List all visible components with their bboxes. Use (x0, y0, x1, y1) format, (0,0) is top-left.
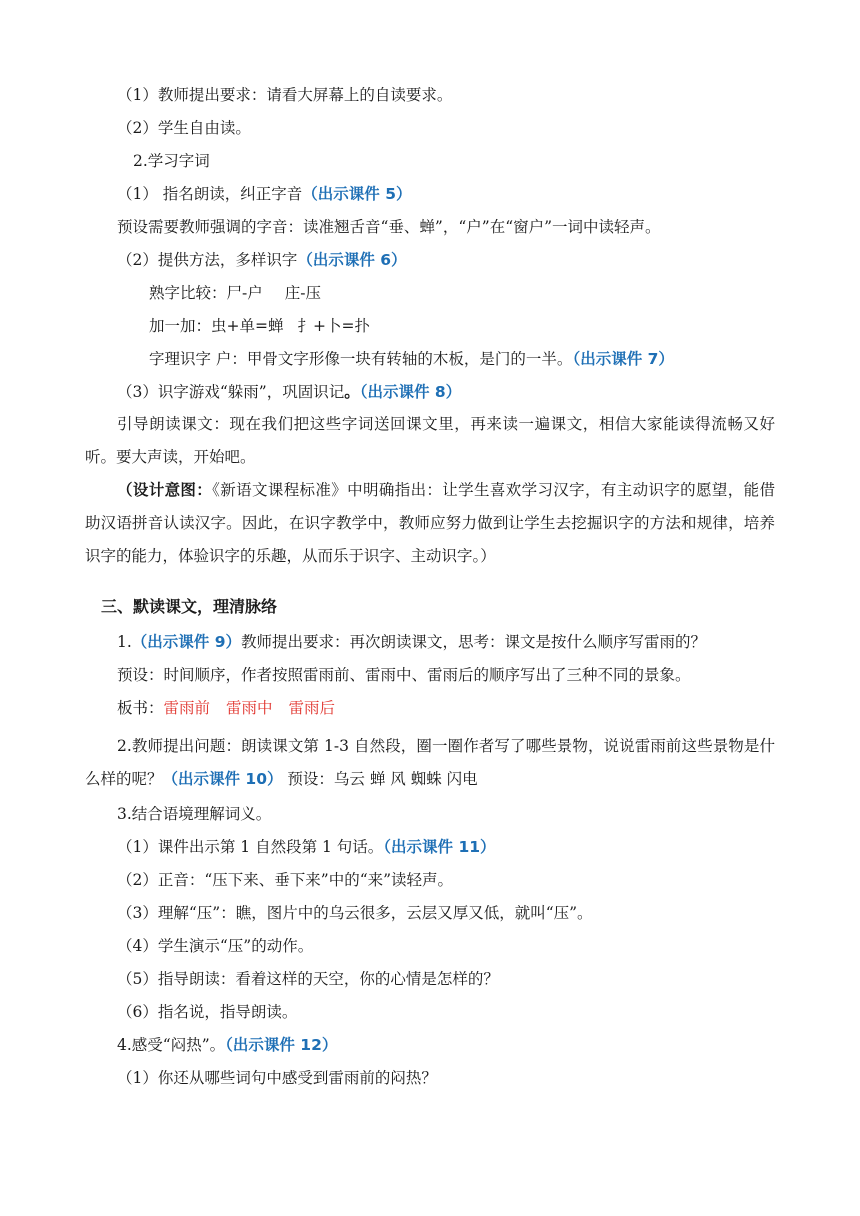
courseware-ref-8: （出示课件 8） (359, 383, 462, 401)
task-3-step-5: （5）指导朗读：看着这样的天空，你的心情是怎样的？ (117, 970, 499, 988)
section-2-heading: 2.学习字词 (133, 152, 210, 170)
board-item-after: 雷雨后 (288, 699, 336, 717)
task-4-step-1: （1）你还从哪些词句中感受到雷雨前的闷热？ (117, 1069, 437, 1087)
task-4-heading: 4.感受“闷热”。（出示课件 12） (117, 1036, 338, 1054)
task-3-step-6: （6）指名说，指导朗读。 (117, 1003, 298, 1021)
courseware-ref-5: （出示课件 5） (302, 185, 412, 203)
section-3-title: 三、默读课文，理清脉络 (101, 597, 278, 616)
courseware-ref-7: （出示课件 7） (572, 350, 674, 368)
courseware-ref-9: （出示课件 9） (131, 633, 241, 651)
pronunciation-note: 预设需要教师强调的字音：读准翘舌音“垂、蝉”，“户”在“窗户”一词中读轻声。 (117, 218, 661, 236)
task-1-line: 1.（出示课件 9）教师提出要求：再次朗读课文，思考：课文是按什么顺序写雷雨的？ (117, 633, 706, 651)
answer-1-line: 预设：时间顺序，作者按照雷雨前、雷雨中、雷雨后的顺序写出了三种不同的景象。 (117, 666, 691, 684)
game-line: （3）识字游戏“躲雨”，巩固识记。（出示课件 8） (117, 383, 462, 401)
task-3-step-4: （4）学生演示“压”的动作。 (117, 937, 314, 955)
board-item-during: 雷雨中 (226, 699, 273, 717)
courseware-ref-6: （出示课件 6） (297, 251, 407, 269)
design-intent-paragraph: （设计意图：《新语文课程标准》中明确指出：让学生喜欢学习汉字，有主动识字的愿望，能借助汉语拼音认读汉字。因此，在识字教学中，教师应努力做到让学生去挖掘识字的方法和规律，培养识字的能力，体验识字的乐趣，从而乐于识字、主动识字。） (85, 481, 775, 565)
task-3-step-2: （2）正音：“压下来、垂下来”中的“来”读轻声。 (117, 871, 454, 889)
task-2-paragraph: 2.教师提出问题：朗读课文第 1-3 自然段，圈一圈作者写了哪些景物，说说雷雨前这些景物是什么样的呢？（出示课件 10） 预设：乌云 蝉 风 蜘蛛 闪电 (85, 737, 775, 788)
add-line: 加一加：虫+单=蝉 扌+卜=扑 (149, 317, 370, 335)
courseware-ref-10: （出示课件 10） (162, 770, 283, 788)
courseware-ref-12: （出示课件 12） (225, 1036, 338, 1054)
task-3-step-3: （3）理解“压”：瞧，图片中的乌云很多，云层又厚又低，就叫“压”。 (117, 904, 593, 922)
task-3-heading: 3.结合语境理解词义。 (117, 805, 272, 823)
guided-reading-paragraph: 引导朗读课文：现在我们把这些字词送回课文里，再来读一遍课文，相信大家能读得流畅又好听。要大声读，开始吧。 (85, 415, 775, 466)
board-writing-line: 板书：雷雨前 雷雨中 雷雨后 (117, 699, 336, 717)
task-3-step-1: （1）课件出示第 1 自然段第 1 句话。（出示课件 11） (117, 838, 496, 856)
courseware-ref-11: （出示课件 11） (383, 838, 496, 856)
step-read-line: （1） 指名朗读，纠正字音（出示课件 5） (117, 185, 412, 203)
compare-line: 熟字比较：尸-户 庄-压 (149, 284, 321, 302)
step-2-line: （2）学生自由读。 (117, 119, 251, 137)
etymology-line: 字理识字 户：甲骨文字形像一块有转轴的木板，是门的一半。（出示课件 7） (149, 350, 674, 368)
step-1-line: （1）教师提出要求：请看大屏幕上的自读要求。 (117, 86, 453, 104)
method-line: （2）提供方法，多样识字（出示课件 6） (117, 251, 407, 269)
board-item-before: 雷雨前 (163, 699, 211, 717)
